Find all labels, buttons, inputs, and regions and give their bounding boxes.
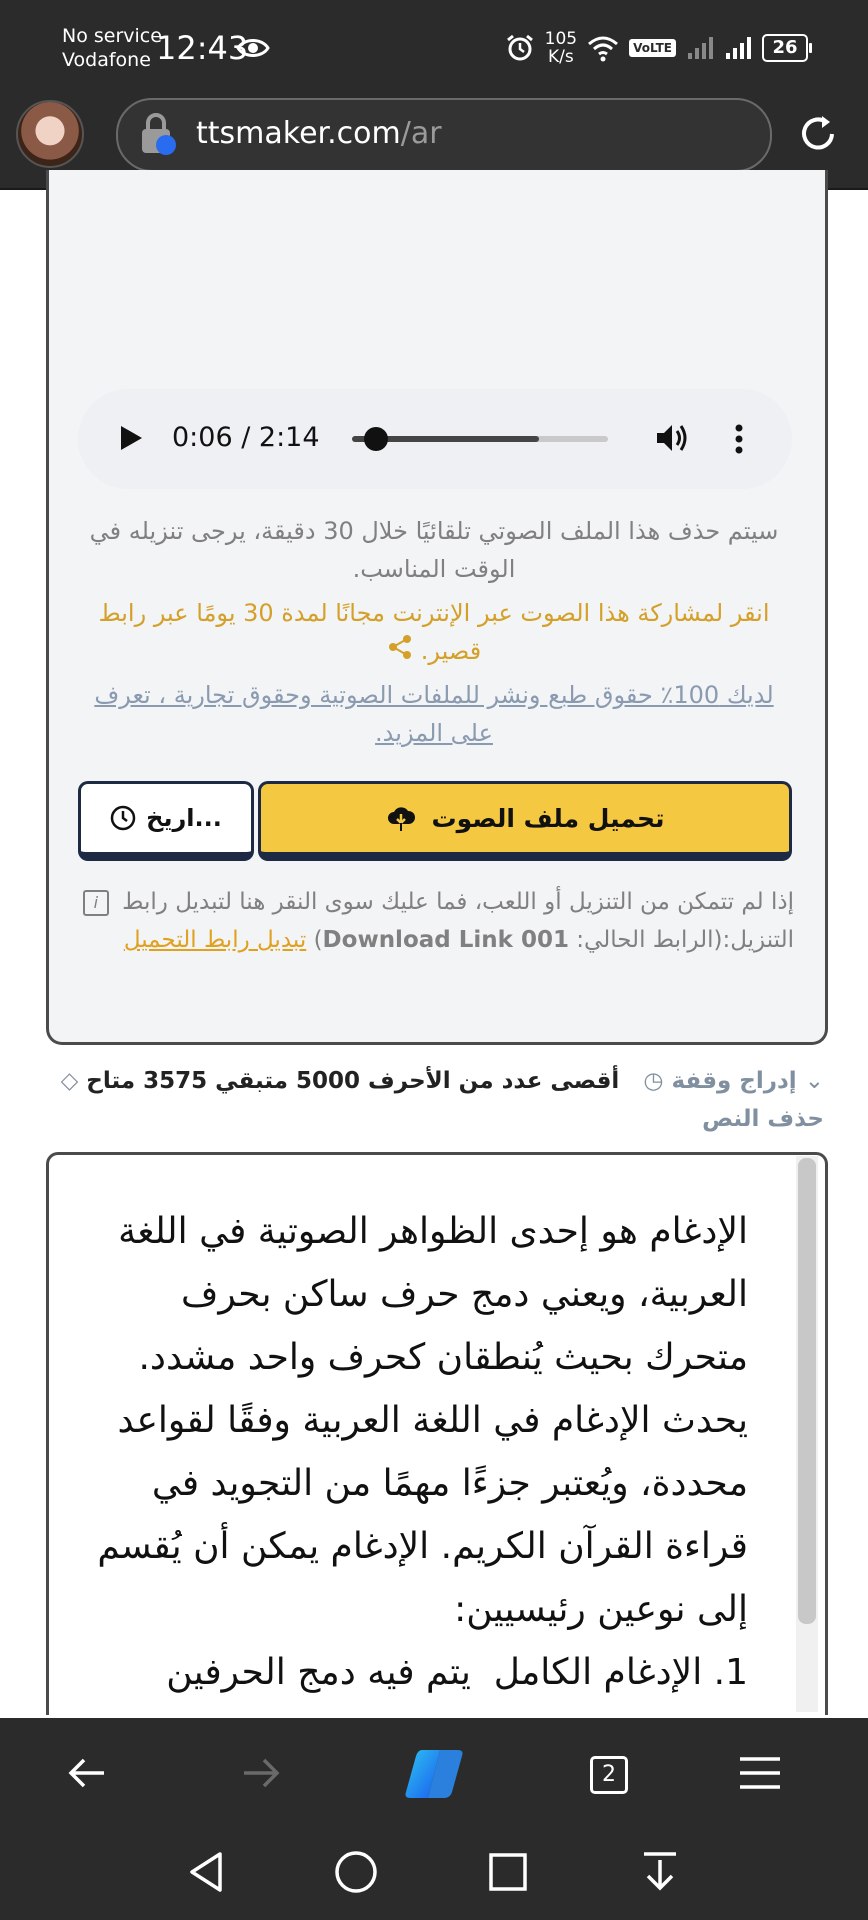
carrier-line1: No service <box>62 25 162 47</box>
share-notice-text[interactable]: انقر لمشاركة هذا الصوت عبر الإنترنت مجانًا لمدة 30 يومًا عبر رابط قصير. <box>98 599 770 665</box>
history-button[interactable] <box>78 781 254 861</box>
more-options-icon[interactable] <box>734 424 744 458</box>
system-home-icon[interactable] <box>334 1850 378 1898</box>
seek-thumb[interactable] <box>364 427 388 451</box>
forward-arrow-icon <box>242 1756 280 1794</box>
insert-pause-button[interactable]: إدراج وقفة <box>671 1068 797 1094</box>
share-link[interactable] <box>86 594 782 671</box>
editor-toolbar <box>44 1062 824 1138</box>
volume-icon[interactable] <box>654 420 690 460</box>
history-button-label: ...اريخ <box>146 804 222 832</box>
wifi-icon <box>587 34 619 62</box>
status-icons <box>505 22 808 74</box>
chevron-down-icon[interactable]: ⌄ <box>804 1068 824 1094</box>
system-recents-icon[interactable] <box>488 1852 528 1896</box>
copilot-icon[interactable] <box>402 1746 466 1806</box>
signal-sim1-icon <box>724 35 752 61</box>
download-button-label: تحميل ملف الصوت <box>431 803 665 833</box>
share-icon[interactable] <box>387 633 413 671</box>
current-link-name: Download Link 001 <box>322 927 569 953</box>
carrier-line2: Vodafone <box>62 49 151 71</box>
text-editor-content[interactable]: الإدغام هو إحدى الظواهر الصوتية في اللغة العربية، ويعني دمج حرف ساكن بحرف متحرك بحيث يُنطقان كحرف واحد مشدد. يحدث الإدغام في اللغة العربية وفقًا لقواعد محددة، ويُعتبر جزءًا مهمًا من التجويد في قراءة القرآن الكريم. الإدغام يمكن أن يُقسم إلى نوعين رئيسيين: 1. الإدغام الكامل يتم فيه دمج الحرفين <box>97 1211 748 1693</box>
auto-delete-notice: سيتم حذف هذا الملف الصوتي تلقائيًا خلال 30 دقيقة، يرجى تنزيله في الوقت المناسب. <box>89 517 779 583</box>
status-clock: 12:43 <box>156 29 249 67</box>
play-icon[interactable] <box>118 424 144 456</box>
site-lock-icon[interactable] <box>138 113 178 161</box>
change-download-link[interactable]: تبديل رابط التحميل <box>123 927 307 953</box>
url-text[interactable]: ttsmaker.com/ar <box>196 116 442 151</box>
help-line-2: التنزيل:(الرابط الحالي: Download Link 001) تبديل رابط التحميل <box>123 927 794 953</box>
cloud-download-icon <box>386 804 416 832</box>
delete-text-button[interactable]: حذف النص <box>702 1106 824 1132</box>
player-time: 0:06 / 2:14 <box>172 422 320 453</box>
profile-avatar[interactable] <box>16 100 84 168</box>
system-back-icon[interactable] <box>186 1850 226 1898</box>
eraser-icon: ◇ <box>60 1068 79 1094</box>
carrier-info <box>62 24 162 72</box>
timer-icon: ◷ <box>643 1068 664 1094</box>
alarm-icon <box>505 33 535 63</box>
net-speed: 105 K/s <box>544 29 578 67</box>
help-line-1: إذا لم تتمكن من التنزيل أو اللعب، فما عليك سوى النقر هنا لتبديل رابط i <box>74 884 794 920</box>
menu-icon[interactable] <box>738 1756 782 1794</box>
volte-badge: VoLTE <box>629 39 676 57</box>
clock-icon <box>110 805 136 831</box>
tabs-count-button[interactable]: 2 <box>590 1756 628 1794</box>
info-icon: i <box>83 890 109 916</box>
download-audio-button[interactable] <box>258 781 792 861</box>
eye-icon <box>236 34 270 66</box>
notification-pulldown-icon[interactable] <box>640 1850 680 1898</box>
copyright-link[interactable]: لديك 100٪ حقوق طبع ونشر للملفات الصوتية وحقوق تجارية ، تعرف على المزيد. <box>94 681 774 747</box>
char-limit-info: أقصى عدد من الأحرف 5000 متبقي 3575 متاح <box>86 1068 620 1094</box>
signal-sim2-icon <box>686 35 714 61</box>
editor-scrollbar-thumb[interactable] <box>798 1158 816 1624</box>
back-arrow-icon[interactable] <box>68 1756 106 1794</box>
battery-indicator: 26 <box>762 34 808 62</box>
reload-icon[interactable] <box>794 110 842 162</box>
